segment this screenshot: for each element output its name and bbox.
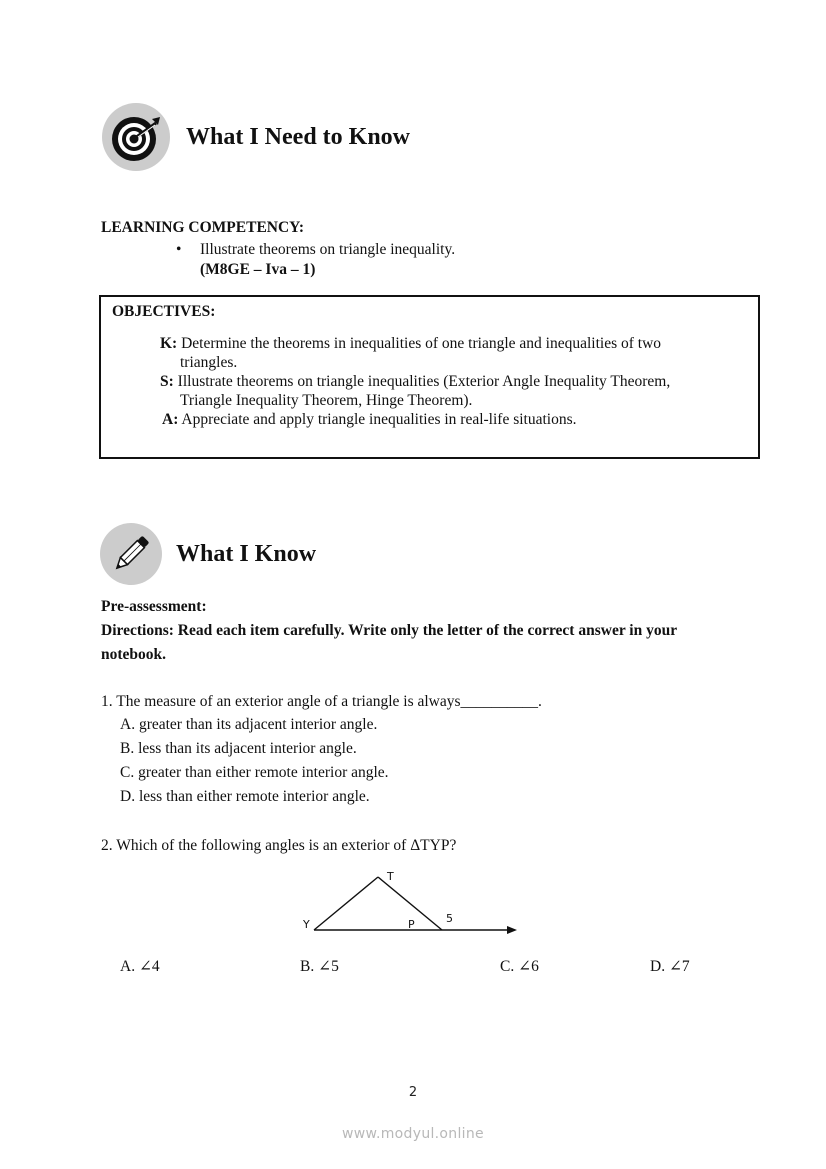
section-title: What I Need to Know [186, 123, 411, 150]
question-2-choice-a: A. ∠4 [120, 958, 160, 975]
objective-s-cont: Triangle Inequality Theorem, Hinge Theorem). [180, 392, 473, 409]
question-1-choice-c: C. greater than either remote interior angle. [120, 764, 389, 781]
question-2-choice-c: C. ∠6 [500, 958, 539, 975]
objectives-heading: OBJECTIVES: [112, 303, 216, 320]
label-t: T [387, 870, 394, 883]
competency-text: Illustrate theorems on triangle inequality. [200, 241, 456, 258]
pencil-icon [100, 523, 162, 585]
objective-s [160, 373, 670, 391]
bullet-icon: • [176, 241, 182, 258]
directions-text-cont: notebook. [101, 646, 167, 663]
objective-key: A: [162, 411, 179, 428]
question-1-stem: 1. The measure of an exterior angle of a triangle is always__________. [101, 693, 542, 710]
question-2-choice-d: D. ∠7 [650, 958, 690, 975]
section-header-need-to-know [102, 103, 410, 171]
question-1-choice-a: A. greater than its adjacent interior angle. [120, 716, 378, 733]
label-p: P [408, 918, 415, 931]
question-2-stem: 2. Which of the following angles is an exterior of ΔTYP? [101, 837, 457, 854]
question-1-choice-b: B. less than its adjacent interior angle. [120, 740, 357, 757]
section-header-what-i-know [100, 523, 316, 585]
watermark: www.modyul.online [342, 1126, 484, 1142]
section-title: What I Know [176, 540, 317, 567]
label-angle-5: 5 [446, 912, 453, 925]
objective-key: S: [160, 373, 174, 390]
objective-a [162, 411, 577, 429]
arrow-head-icon [507, 926, 517, 934]
label-y: Y [303, 918, 310, 931]
objective-key: K: [160, 335, 178, 352]
competency-code: (M8GE – Iva – 1) [200, 261, 316, 278]
objective-k-cont: triangles. [180, 354, 238, 371]
question-1-choice-d: D. less than either remote interior angle. [120, 788, 370, 805]
learning-competency-heading: LEARNING COMPETENCY: [101, 219, 305, 236]
page-number: 2 [408, 1085, 418, 1100]
objective-k [160, 335, 661, 353]
objective-text: Appreciate and apply triangle inequalities in real-life situations. [181, 411, 577, 428]
directions-text: Directions: Read each item carefully. Write only the letter of the correct answer in your [101, 622, 678, 639]
question-2-choice-b: B. ∠5 [300, 958, 339, 975]
objective-text: Determine the theorems in inequalities of one triangle and inequalities of two [181, 335, 662, 352]
objective-text: Illustrate theorems on triangle inequalities (Exterior Angle Inequality Theorem, [177, 373, 671, 390]
pre-assessment-label: Pre-assessment: [101, 598, 207, 615]
objectives-box [99, 295, 760, 459]
triangle-diagram [295, 862, 530, 942]
target-icon [102, 103, 170, 171]
